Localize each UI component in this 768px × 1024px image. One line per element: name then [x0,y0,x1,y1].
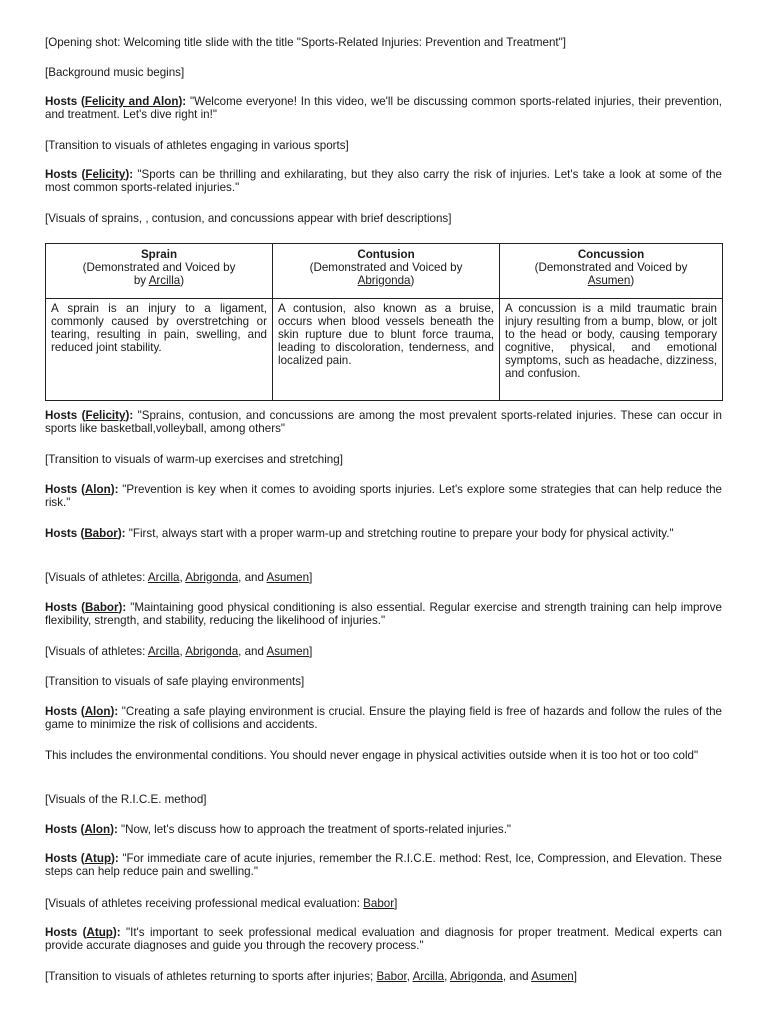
dialogue-safe-environment [45,705,722,731]
transition-safe-environments: [Transition to visuals of safe playing environments] [45,675,305,688]
voice-name: Arcilla [148,273,181,287]
speaker-label: Hosts (Atup): [45,926,121,939]
dialogue-text: "Welcome everyone! In this video, we'll be discussing common sports-related injuries, their prevention, and treatment. Let's dive right in!" [45,95,722,122]
speaker-label: Hosts (Alon): [45,705,119,718]
athlete-name: Arcilla [147,571,180,584]
visuals-rice: [Visuals of the R.I.C.E. method] [45,793,207,806]
dialogue-professional [45,926,722,952]
column-voice: Abrigonda) [357,273,415,287]
dialogue-prevalent [45,409,722,435]
athlete-name: Abrigonda [185,571,239,584]
dialogue-environmental-conditions: This includes the environmental conditions. You should never engage in physical activities outside when it is too hot or too cold" [45,749,699,762]
speaker-label: Hosts (Felicity and Alon): [45,95,187,108]
desc-concussion: A concussion is a mild traumatic brain injury resulting from a bump, blow, or jolt to the head or body, causing temporary cognitive, physical, and emotional symptoms, such as headache, dizziness, and confusion. [500,299,723,401]
column-title: Concussion [577,248,645,261]
athlete-name: Arcilla [412,970,445,983]
speaker-label: Hosts (Atup): [45,852,119,865]
opening-shot-direction: [Opening shot: Welcoming title slide with the title "Sports-Related Injuries: Prevention and Treatment"] [45,36,566,49]
music-direction: [Background music begins] [45,66,185,79]
speaker-names: Felicity [85,168,126,181]
injury-table-header-row [46,244,723,299]
athlete-name: Abrigonda [185,645,239,658]
athlete-name: Asumen [266,645,310,658]
dialogue-risk [45,168,722,194]
speaker-names: Alon [84,483,111,496]
speaker-names: Babor [85,601,119,614]
speaker-names: Atup [84,852,112,865]
speaker-names: Atup [86,926,113,939]
athlete-name: Babor [376,970,407,983]
athlete-name: Asumen [531,970,574,983]
voice-name: Asumen [587,273,631,287]
dialogue-conditioning [45,601,722,627]
desc-sprain: A sprain is an injury to a ligament, commonly caused by overstretching or tearing, resulting in pain, swelling, and reduced joint stability. [46,299,273,401]
athlete-name: Abrigonda [449,970,503,983]
column-byline: (Demonstrated and Voiced by [82,260,236,274]
dialogue-text: "Maintaining good physical conditioning is also essential. Regular exercise and strength training can help improve flexibility, strength, and stability, reducing the likelihood of injuries." [45,601,722,628]
transition-returning: [Transition to visuals of athletes returning to sports after injuries; Babor, Arcilla, Abrigonda, and Asumen] [45,970,577,983]
dialogue-text: "Sports can be thrilling and exhilarating, but they also carry the risk of injuries. Let's take a look at some of the most common sports-related injuries." [45,168,722,195]
athlete-name: Asumen [266,571,310,584]
speaker-names: Alon [84,823,111,836]
injury-table-body-row [46,299,723,401]
speaker-names: Felicity and Alon [84,95,179,108]
visuals-medical-evaluation: [Visuals of athletes receiving professional medical evaluation: Babor] [45,897,398,910]
column-voice: Asumen) [587,273,635,287]
speaker-names: Felicity [85,409,126,422]
injury-table [45,243,723,401]
dialogue-prevention [45,483,722,509]
dialogue-treatment [45,823,722,836]
dialogue-text: "Creating a safe playing environment is crucial. Ensure the playing field is free of hazards and follow the rules of the game to minimize the risk of collisions and accidents. [45,705,722,732]
speaker-label: Hosts (Felicity): [45,409,134,422]
visuals-athletes-2: [Visuals of athletes: Arcilla, Abrigonda, and Asumen] [45,645,313,658]
dialogue-text: "Prevention is key when it comes to avoiding sports injuries. Let's explore some strategies that can help reduce the risk." [45,483,722,510]
column-title: Sprain [140,248,178,261]
dialogue-rice [45,852,722,878]
header-sprain [46,244,273,299]
speaker-label: Hosts (Babor): [45,527,126,540]
athlete-name: Babor [363,897,395,910]
header-contusion [273,244,500,299]
column-byline: (Demonstrated and Voiced by [309,260,463,274]
speaker-label: Hosts (Babor): [45,601,127,614]
transition-warmup: [Transition to visuals of warm-up exercises and stretching] [45,453,343,466]
visuals-athletes-1: [Visuals of athletes: Arcilla, Abrigonda, and Asumen] [45,571,313,584]
athlete-name: Arcilla [147,645,180,658]
by-word: by [133,273,149,287]
dialogue-text: "Sprains, contusion, and concussions are among the most prevalent sports-related injuries. These can occur in sports like basketball,volleyball, among others" [45,409,722,436]
column-voice: by Arcilla) [133,273,185,287]
transition-sports: [Transition to visuals of athletes engaging in various sports] [45,139,349,152]
speaker-names: Alon [84,705,111,718]
speaker-label: Hosts (Alon): [45,483,119,496]
speaker-label: Hosts (Felicity): [45,168,134,181]
dialogue-warmup [45,527,722,540]
dialogue-text: "It's important to seek professional medical evaluation and diagnosis for proper treatment. Medical experts can provide accurate diagnoses and guide you through the recovery process." [45,926,722,953]
visuals-injuries: [Visuals of sprains, , contusion, and concussions appear with brief descriptions] [45,212,452,225]
dialogue-text: "First, always start with a proper warm-up and stretching routine to prepare your body for physical activity." [128,527,674,540]
dialogue-text: "For immediate care of acute injuries, remember the R.I.C.E. method: Rest, Ice, Compression, and Elevation. These steps can help reduce pain and swelling." [45,852,722,879]
speaker-label: Hosts (Alon): [45,823,118,836]
desc-contusion: A contusion, also known as a bruise, occurs when blood vessels beneath the skin rupture due to blunt force trauma, leading to discoloration, tenderness, and localized pain. [273,299,500,401]
column-byline: (Demonstrated and Voiced by [534,260,688,274]
column-title: Contusion [357,248,415,261]
header-concussion [500,244,723,299]
dialogue-text: "Now, let's discuss how to approach the treatment of sports-related injuries." [121,823,512,836]
speaker-names: Babor [84,527,118,540]
dialogue-welcome [45,95,722,121]
voice-name: Abrigonda [357,273,411,287]
